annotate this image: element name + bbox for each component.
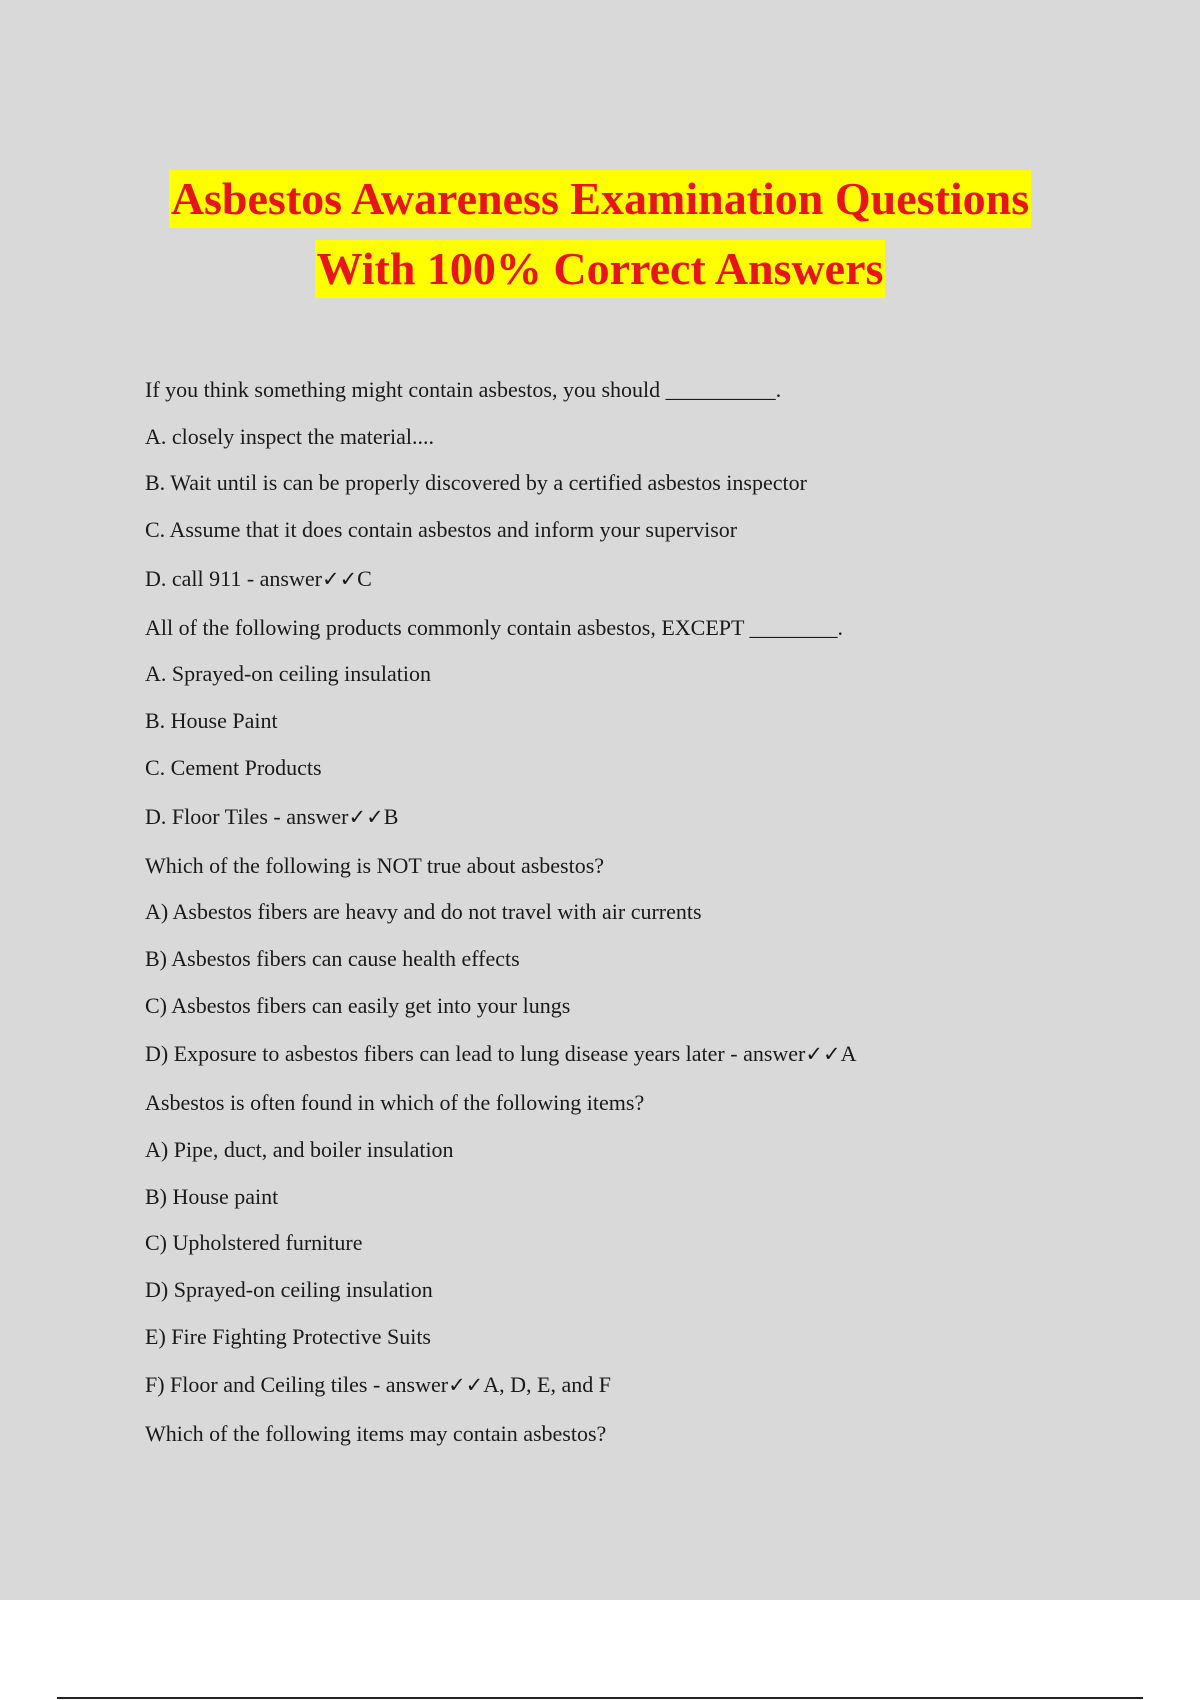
line-text: A. Sprayed-on ceiling insulation (145, 661, 431, 687)
line-text: D) Exposure to asbestos fibers can lead to lung disease years later - answer (145, 1041, 806, 1067)
line-text: D) Sprayed-on ceiling insulation (145, 1277, 433, 1302)
line-text: B) House paint (145, 1183, 279, 1209)
line-text: Which of the following is NOT true about asbestos? (145, 852, 605, 878)
title-line-1: Asbestos Awareness Examination Questions (169, 170, 1031, 228)
text-line (145, 469, 1145, 516)
text-line (145, 1276, 1145, 1323)
double-check-icon: ✓✓ (348, 804, 384, 829)
title-line-2: With 100% Correct Answers (315, 240, 886, 298)
answer-line (145, 1371, 1145, 1420)
answer-key: C (357, 565, 372, 591)
answer-key: A (840, 1041, 857, 1067)
line-text: Asbestos is often found in which of the following items? (145, 1090, 645, 1116)
answer-key: B (383, 803, 399, 829)
line-text: D. Floor Tiles - answer (145, 803, 349, 829)
double-check-icon: ✓✓ (321, 566, 358, 591)
line-text: All of the following products commonly contain asbestos, EXCEPT ________. (145, 614, 844, 640)
line-text: A. closely inspect the material.... (145, 423, 434, 449)
line-text: If you think something might contain asbestos, you should __________. (145, 377, 782, 402)
text-line (145, 516, 1145, 563)
line-text: C. Assume that it does contain asbestos and inform your supervisor (145, 517, 738, 543)
text-line (145, 1183, 1145, 1230)
text-line (145, 707, 1145, 754)
line-text: A) Pipe, duct, and boiler insulation (145, 1136, 454, 1162)
line-text: D. call 911 - answer (145, 565, 322, 591)
text-line (145, 376, 1145, 423)
text-line (145, 1323, 1145, 1370)
line-text: B. House Paint (145, 708, 278, 734)
text-line (145, 898, 1145, 945)
text-line (145, 1089, 1145, 1136)
line-text: C) Upholstered furniture (145, 1230, 363, 1256)
line-text: C) Asbestos fibers can easily get into your lungs (145, 992, 571, 1018)
double-check-icon: ✓✓ (448, 1373, 484, 1398)
text-line (145, 754, 1145, 801)
line-text: A) Asbestos fibers are heavy and do not travel with air currents (145, 899, 702, 925)
line-text: C. Cement Products (145, 754, 322, 780)
text-line (145, 992, 1145, 1039)
line-text: F) Floor and Ceiling tiles - answer (145, 1372, 449, 1398)
text-line (145, 614, 1145, 661)
text-line (145, 1229, 1145, 1276)
document-title (0, 170, 1200, 310)
text-line (145, 423, 1145, 470)
answer-line (145, 1040, 1145, 1089)
line-text: B. Wait until is can be properly discovered by a certified asbestos inspector (145, 470, 807, 496)
text-line (145, 945, 1145, 992)
answer-line (145, 565, 1145, 614)
question-list (145, 376, 1145, 1467)
text-line (145, 852, 1145, 899)
line-text: E) Fire Fighting Protective Suits (145, 1323, 431, 1349)
line-text: B) Asbestos fibers can cause health effects (145, 945, 520, 971)
double-check-icon: ✓✓ (805, 1042, 841, 1067)
footer-divider (57, 1697, 1143, 1699)
line-text: Which of the following items may contain asbestos? (145, 1421, 607, 1447)
answer-key: A, D, E, and F (483, 1372, 611, 1398)
answer-line (145, 803, 1145, 852)
text-line (145, 660, 1145, 707)
text-line (145, 1420, 1145, 1467)
text-line (145, 1136, 1145, 1183)
